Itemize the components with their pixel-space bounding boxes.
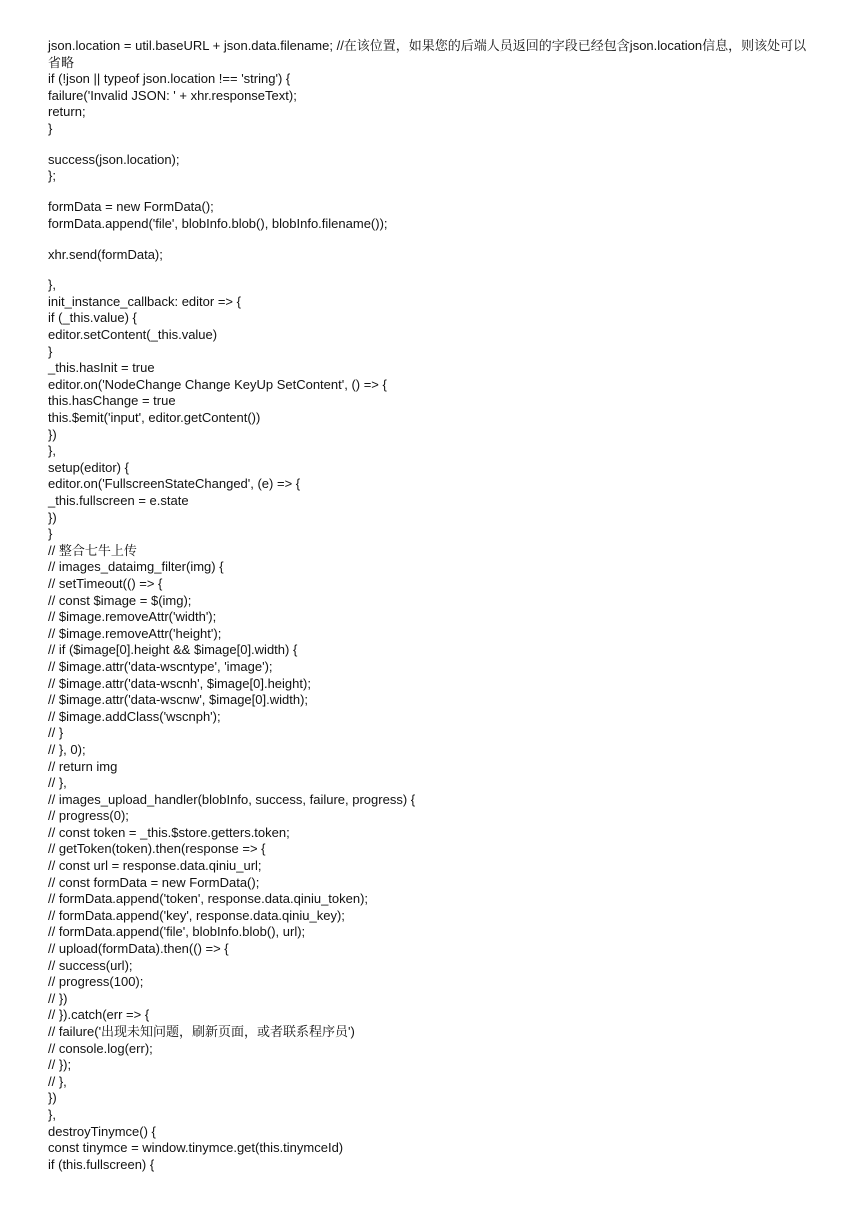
code-line: // $image.addClass('wscnph'); bbox=[48, 708, 221, 724]
code-line: editor.on('NodeChange Change KeyUp SetContent', () => { bbox=[48, 376, 387, 392]
blank-line bbox=[48, 263, 818, 277]
code-line: success(json.location); bbox=[48, 151, 180, 167]
code-line: // formData.append('file', blobInfo.blob(), url); bbox=[48, 924, 306, 940]
code-line: _this.fullscreen = e.state bbox=[48, 493, 189, 508]
code-line: }; bbox=[48, 168, 56, 184]
code-line: // $image.removeAttr('width'); bbox=[48, 609, 217, 625]
code-line: }) bbox=[48, 426, 57, 442]
code-line: }, bbox=[48, 277, 56, 293]
code-line: editor.on('FullscreenStateChanged', (e) => { bbox=[48, 476, 301, 492]
code-line: failure('Invalid JSON: ' + xhr.responseText); bbox=[48, 87, 297, 103]
code-line: init_instance_callback: editor => { bbox=[48, 293, 241, 309]
code-line: } bbox=[48, 120, 53, 136]
code-line: json.location = util.baseURL + json.data.filename; //在该位置，如果您的后端人员返回的字段已经包含json.location信息，则该处可以省略 bbox=[48, 38, 807, 70]
code-line: // $image.attr('data-wscntype', 'image'); bbox=[48, 658, 273, 674]
code-line: // if ($image[0].height && $image[0].width) { bbox=[48, 642, 298, 658]
code-line: // const formData = new FormData(); bbox=[48, 874, 260, 890]
code-line: // }, bbox=[48, 775, 67, 791]
blank-line bbox=[48, 185, 818, 199]
code-line: // formData.append('token', response.data.qiniu_token); bbox=[48, 891, 369, 907]
code-line: // formData.append('key', response.data.qiniu_key); bbox=[48, 907, 345, 923]
code-line: // upload(formData).then(() => { bbox=[48, 941, 229, 957]
code-line: editor.setContent(_this.value) bbox=[48, 327, 218, 343]
code-line: destroyTinymce() { bbox=[48, 1123, 156, 1139]
code-line: // images_dataimg_filter(img) { bbox=[48, 559, 224, 575]
code-line: // setTimeout(() => { bbox=[48, 575, 163, 591]
code-line: // return img bbox=[48, 758, 118, 774]
code-line: return; bbox=[48, 104, 86, 120]
code-line: }) bbox=[48, 1090, 57, 1106]
code-line: const tinymce = window.tinymce.get(this.tinymceId) bbox=[48, 1140, 344, 1156]
code-line: setup(editor) { bbox=[48, 459, 129, 475]
blank-line bbox=[48, 138, 818, 152]
code-line: }, bbox=[48, 443, 56, 459]
code-line: }, bbox=[48, 1106, 56, 1122]
code-line: // success(url); bbox=[48, 957, 133, 973]
code-line: xhr.send(formData); bbox=[48, 246, 163, 262]
code-line: if (this.fullscreen) { bbox=[48, 1156, 155, 1172]
code-line: _this.hasInit = true bbox=[48, 360, 155, 376]
code-line: // }) bbox=[48, 990, 68, 1006]
code-line: // $image.removeAttr('height'); bbox=[48, 625, 222, 641]
code-line: // }, 0); bbox=[48, 741, 86, 757]
code-line: // $image.attr('data-wscnh', $image[0].height); bbox=[48, 675, 311, 691]
code-line: } bbox=[48, 343, 53, 359]
code-line: if (!json || typeof json.location !== 'string') { bbox=[48, 71, 291, 87]
code-line: // $image.attr('data-wscnw', $image[0].width); bbox=[48, 692, 309, 708]
code-line: // }, bbox=[48, 1073, 67, 1089]
code-line: formData.append('file', blobInfo.blob(), blobInfo.filename()); bbox=[48, 215, 388, 231]
code-line: // }).catch(err => { bbox=[48, 1007, 150, 1023]
code-line: // const $image = $(img); bbox=[48, 592, 192, 608]
code-line: formData = new FormData(); bbox=[48, 199, 214, 215]
code-line: }) bbox=[48, 509, 57, 525]
code-line: // failure('出现未知问题，刷新页面，或者联系程序员') bbox=[48, 1024, 355, 1039]
code-line: // images_upload_handler(blobInfo, success, failure, progress) { bbox=[48, 791, 416, 807]
code-line: this.hasChange = true bbox=[48, 393, 176, 409]
code-line: } bbox=[48, 526, 53, 542]
code-line: // console.log(err); bbox=[48, 1040, 153, 1056]
code-line: // }); bbox=[48, 1057, 72, 1073]
code-line: // const url = response.data.qiniu_url; bbox=[48, 858, 262, 874]
code-line: // getToken(token).then(response => { bbox=[48, 841, 266, 857]
code-line: // 整合七牛上传 bbox=[48, 542, 137, 558]
document-page bbox=[48, 38, 818, 1173]
code-line: if (_this.value) { bbox=[48, 310, 137, 326]
code-line: // progress(100); bbox=[48, 974, 144, 990]
code-line: this.$emit('input', editor.getContent()) bbox=[48, 410, 261, 426]
code-line: // } bbox=[48, 725, 64, 741]
blank-line bbox=[48, 232, 818, 246]
code-line: // const token = _this.$store.getters.token; bbox=[48, 824, 290, 840]
code-line: // progress(0); bbox=[48, 808, 129, 824]
